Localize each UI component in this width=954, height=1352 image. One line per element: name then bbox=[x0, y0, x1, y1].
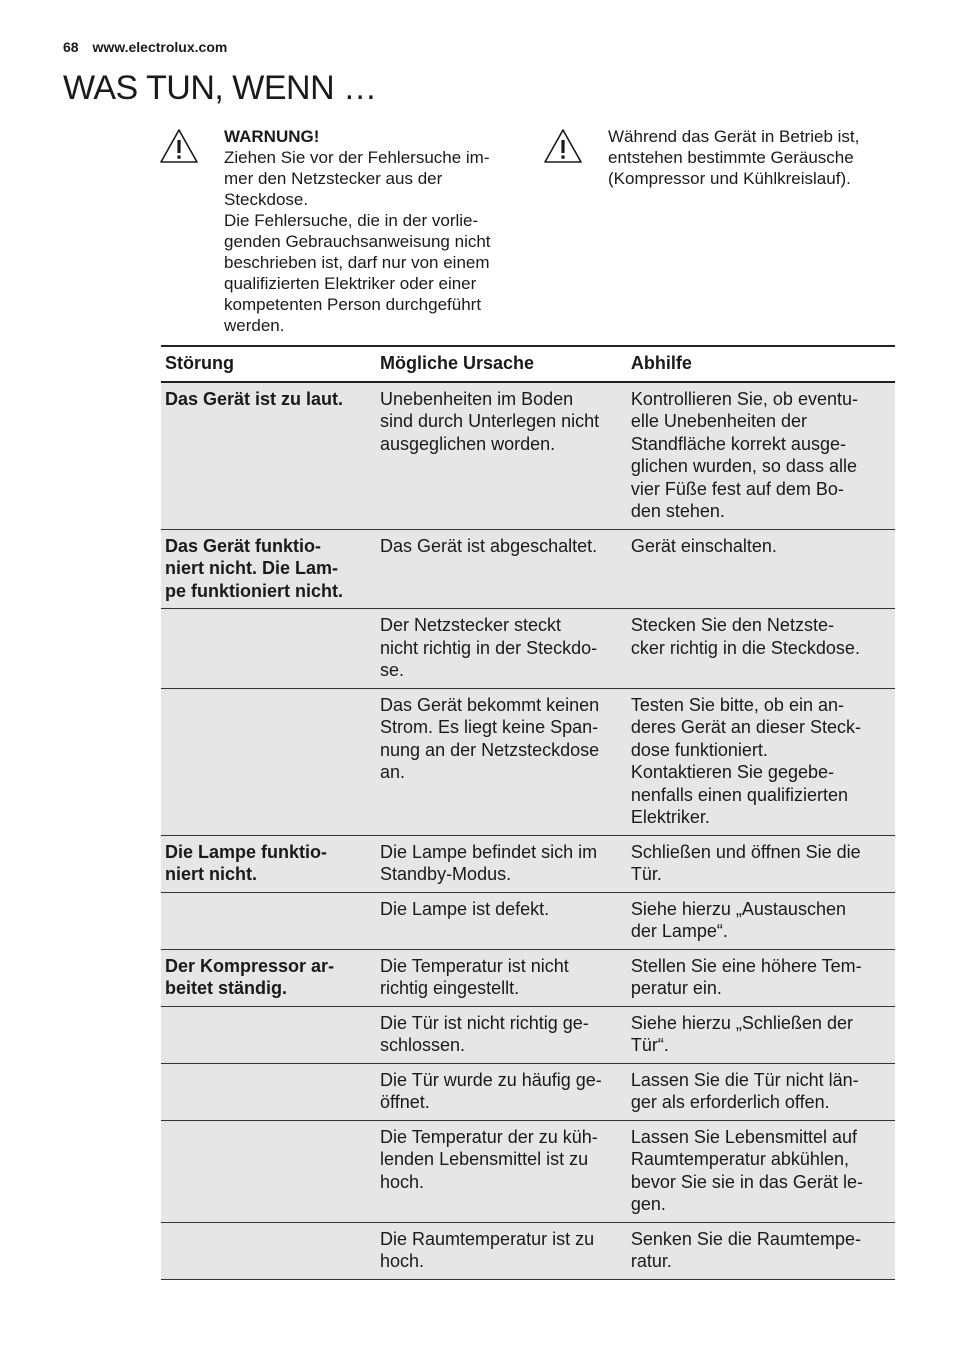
cause-line: Unebenheiten im Boden bbox=[380, 388, 574, 409]
cause-cell bbox=[376, 1120, 627, 1222]
info-line: entstehen bestimmte Geräusche bbox=[608, 148, 854, 167]
problem-line: beitet ständig. bbox=[165, 978, 288, 998]
remedy-line: Schließen und öffnen Sie die bbox=[630, 841, 861, 862]
warning-triangle-icon bbox=[159, 128, 199, 164]
problem-cell bbox=[161, 688, 376, 835]
cause-cell bbox=[376, 688, 627, 835]
remedy-line: Kontaktieren Sie gegebe- bbox=[630, 762, 834, 782]
problem-cell bbox=[161, 609, 376, 689]
cause-line: schlossen. bbox=[380, 1035, 466, 1055]
warning-line: genden Gebrauchsanweisung nicht bbox=[224, 232, 491, 251]
cause-cell bbox=[376, 382, 627, 530]
table-row bbox=[161, 835, 895, 892]
remedy-line: der Lampe“. bbox=[630, 921, 728, 941]
problem-cell bbox=[161, 1006, 376, 1063]
remedy-line: glichen wurden, so dass alle bbox=[630, 456, 857, 476]
table-row bbox=[161, 1222, 895, 1279]
table-row bbox=[161, 1120, 895, 1222]
remedy-line: Kontrollieren Sie, ob eventu- bbox=[630, 388, 858, 409]
info-text bbox=[608, 126, 898, 189]
table-header-row bbox=[161, 346, 895, 382]
warning-line: Die Fehlersuche, die in der vorlie- bbox=[224, 211, 479, 230]
remedy-line: Tür“. bbox=[630, 1035, 669, 1055]
cause-line: Die Temperatur ist nicht bbox=[380, 955, 569, 976]
cause-line: Die Tür ist nicht richtig ge- bbox=[380, 1012, 589, 1033]
remedy-line: Stecken Sie den Netzste- bbox=[630, 615, 834, 635]
problem-cell bbox=[161, 1120, 376, 1222]
problem-line: Das Gerät ist zu laut. bbox=[165, 388, 344, 409]
remedy-line: elle Unebenheiten der bbox=[630, 411, 807, 431]
remedy-cell bbox=[627, 1120, 895, 1222]
remedy-line: Lassen Sie die Tür nicht län- bbox=[630, 1069, 859, 1090]
info-body bbox=[608, 126, 898, 189]
problem-cell bbox=[161, 1222, 376, 1279]
table-row bbox=[161, 609, 895, 689]
warning-triangle-icon bbox=[543, 128, 583, 164]
remedy-cell bbox=[627, 688, 895, 835]
remedy-line: Lassen Sie Lebensmittel auf bbox=[630, 1126, 857, 1147]
column-header-cause: Mögliche Ursache bbox=[376, 346, 627, 382]
warning-heading: WARNUNG! bbox=[224, 127, 320, 146]
remedy-line: Siehe hierzu „Austauschen bbox=[630, 898, 846, 919]
warning-line: beschrieben ist, darf nur von einem bbox=[224, 253, 490, 272]
remedy-cell bbox=[627, 1006, 895, 1063]
cause-line: nicht richtig in der Steckdo- bbox=[380, 637, 598, 658]
cause-line: Die Raumtemperatur ist zu bbox=[380, 1228, 595, 1249]
remedy-line: ger als erforderlich offen. bbox=[630, 1092, 830, 1112]
remedy-cell bbox=[627, 835, 895, 892]
cause-cell bbox=[376, 1063, 627, 1120]
cause-line: nung an der Netzsteckdose bbox=[380, 739, 600, 760]
table-row bbox=[161, 1063, 895, 1120]
remedy-line: Siehe hierzu „Schließen der bbox=[630, 1012, 853, 1033]
remedy-cell bbox=[627, 1063, 895, 1120]
remedy-line: ratur. bbox=[630, 1251, 672, 1271]
problem-line: pe funktioniert nicht. bbox=[165, 580, 343, 601]
remedy-cell bbox=[627, 529, 895, 609]
cause-line: sind durch Unterlegen nicht bbox=[380, 411, 600, 431]
cause-line: Die Lampe ist defekt. bbox=[380, 898, 550, 919]
remedy-cell bbox=[627, 892, 895, 949]
cause-cell bbox=[376, 609, 627, 689]
remedy-line: Tür. bbox=[630, 864, 662, 884]
cause-cell bbox=[376, 529, 627, 609]
problem-line: Die Lampe funktio- bbox=[165, 841, 328, 862]
cause-cell bbox=[376, 1222, 627, 1279]
remedy-line: deres Gerät an dieser Steck- bbox=[630, 717, 861, 737]
info-line: (Kompressor und Kühlkreislauf). bbox=[608, 169, 851, 188]
cause-line: hoch. bbox=[380, 1251, 425, 1271]
remedy-line: cker richtig in die Steckdose. bbox=[630, 637, 860, 658]
cause-line: öffnet. bbox=[380, 1092, 430, 1112]
problem-cell bbox=[161, 949, 376, 1006]
problem-line: Der Kompressor ar- bbox=[165, 955, 335, 976]
cause-line: se. bbox=[380, 660, 405, 680]
cause-line: Die Lampe befindet sich im bbox=[380, 841, 598, 862]
troubleshooting-table bbox=[161, 345, 895, 1280]
warning-line: mer den Netzstecker aus der bbox=[224, 169, 443, 188]
cause-line: Die Temperatur der zu küh- bbox=[380, 1126, 598, 1147]
problem-cell bbox=[161, 892, 376, 949]
cause-line: hoch. bbox=[380, 1171, 425, 1192]
remedy-line: Raumtemperatur abkühlen, bbox=[630, 1149, 849, 1169]
table-row bbox=[161, 1006, 895, 1063]
remedy-line: vier Füße fest auf dem Bo- bbox=[630, 478, 844, 499]
table-row bbox=[161, 892, 895, 949]
problem-cell bbox=[161, 529, 376, 609]
remedy-line: Gerät einschalten. bbox=[630, 535, 777, 556]
problem-line: niert nicht. Die Lam- bbox=[165, 558, 339, 578]
remedy-cell bbox=[627, 1222, 895, 1279]
table-row bbox=[161, 949, 895, 1006]
cause-line: Standby-Modus. bbox=[380, 864, 512, 884]
remedy-line: gen. bbox=[630, 1194, 666, 1214]
remedy-cell bbox=[627, 382, 895, 530]
remedy-line: Senken Sie die Raumtempe- bbox=[630, 1228, 861, 1249]
cause-cell bbox=[376, 1006, 627, 1063]
cause-line: Der Netzstecker steckt bbox=[380, 615, 562, 635]
warning-line: Steckdose. bbox=[224, 190, 309, 209]
remedy-line: peratur ein. bbox=[630, 978, 722, 998]
column-header-problem: Störung bbox=[161, 346, 376, 382]
warning-line: kompetenten Person durchgeführt bbox=[224, 295, 482, 314]
remedy-cell bbox=[627, 609, 895, 689]
remedy-line: Stellen Sie eine höhere Tem- bbox=[630, 955, 862, 976]
cause-line: Das Gerät bekommt keinen bbox=[380, 694, 600, 715]
cause-line: Die Tür wurde zu häufig ge- bbox=[380, 1069, 602, 1090]
cause-line: an. bbox=[380, 762, 406, 782]
problem-cell bbox=[161, 835, 376, 892]
remedy-line: Testen Sie bitte, ob ein an- bbox=[630, 694, 844, 715]
cause-line: lenden Lebensmittel ist zu bbox=[380, 1149, 589, 1169]
table-row bbox=[161, 688, 895, 835]
page-number: 68 bbox=[63, 39, 79, 55]
warning-body bbox=[224, 147, 529, 336]
remedy-line: den stehen. bbox=[630, 501, 725, 521]
remedy-line: Elektriker. bbox=[630, 807, 710, 827]
table-body bbox=[161, 382, 895, 1280]
remedy-line: Standfläche korrekt ausge- bbox=[630, 433, 846, 454]
problem-cell bbox=[161, 1063, 376, 1120]
remedy-line: nenfalls einen qualifizierten bbox=[630, 784, 848, 805]
warning-line: Ziehen Sie vor der Fehlersuche im- bbox=[224, 148, 490, 167]
cause-cell bbox=[376, 835, 627, 892]
warning-text bbox=[224, 126, 529, 336]
problem-line: niert nicht. bbox=[165, 864, 258, 884]
cause-line: ausgeglichen worden. bbox=[380, 433, 556, 454]
table-row bbox=[161, 382, 895, 530]
warning-line: qualifizierten Elektriker oder einer bbox=[224, 274, 477, 293]
column-header-remedy: Abhilfe bbox=[627, 346, 895, 382]
remedy-cell bbox=[627, 949, 895, 1006]
remedy-line: bevor Sie sie in das Gerät le- bbox=[630, 1171, 863, 1192]
site-url: www.electrolux.com bbox=[92, 39, 228, 55]
problem-line: Das Gerät funktio- bbox=[165, 535, 322, 556]
page-title: WAS TUN, WENN … bbox=[63, 69, 377, 107]
info-line: Während das Gerät in Betrieb ist, bbox=[608, 127, 860, 146]
warning-line: werden. bbox=[224, 316, 285, 335]
cause-cell bbox=[376, 949, 627, 1006]
table-row bbox=[161, 529, 895, 609]
cause-cell bbox=[376, 892, 627, 949]
cause-line: richtig eingestellt. bbox=[380, 978, 520, 998]
problem-cell bbox=[161, 382, 376, 530]
remedy-line: dose funktioniert. bbox=[630, 739, 768, 760]
cause-line: Das Gerät ist abgeschaltet. bbox=[380, 535, 598, 556]
cause-line: Strom. Es liegt keine Span- bbox=[380, 717, 599, 737]
page-header bbox=[63, 39, 227, 55]
